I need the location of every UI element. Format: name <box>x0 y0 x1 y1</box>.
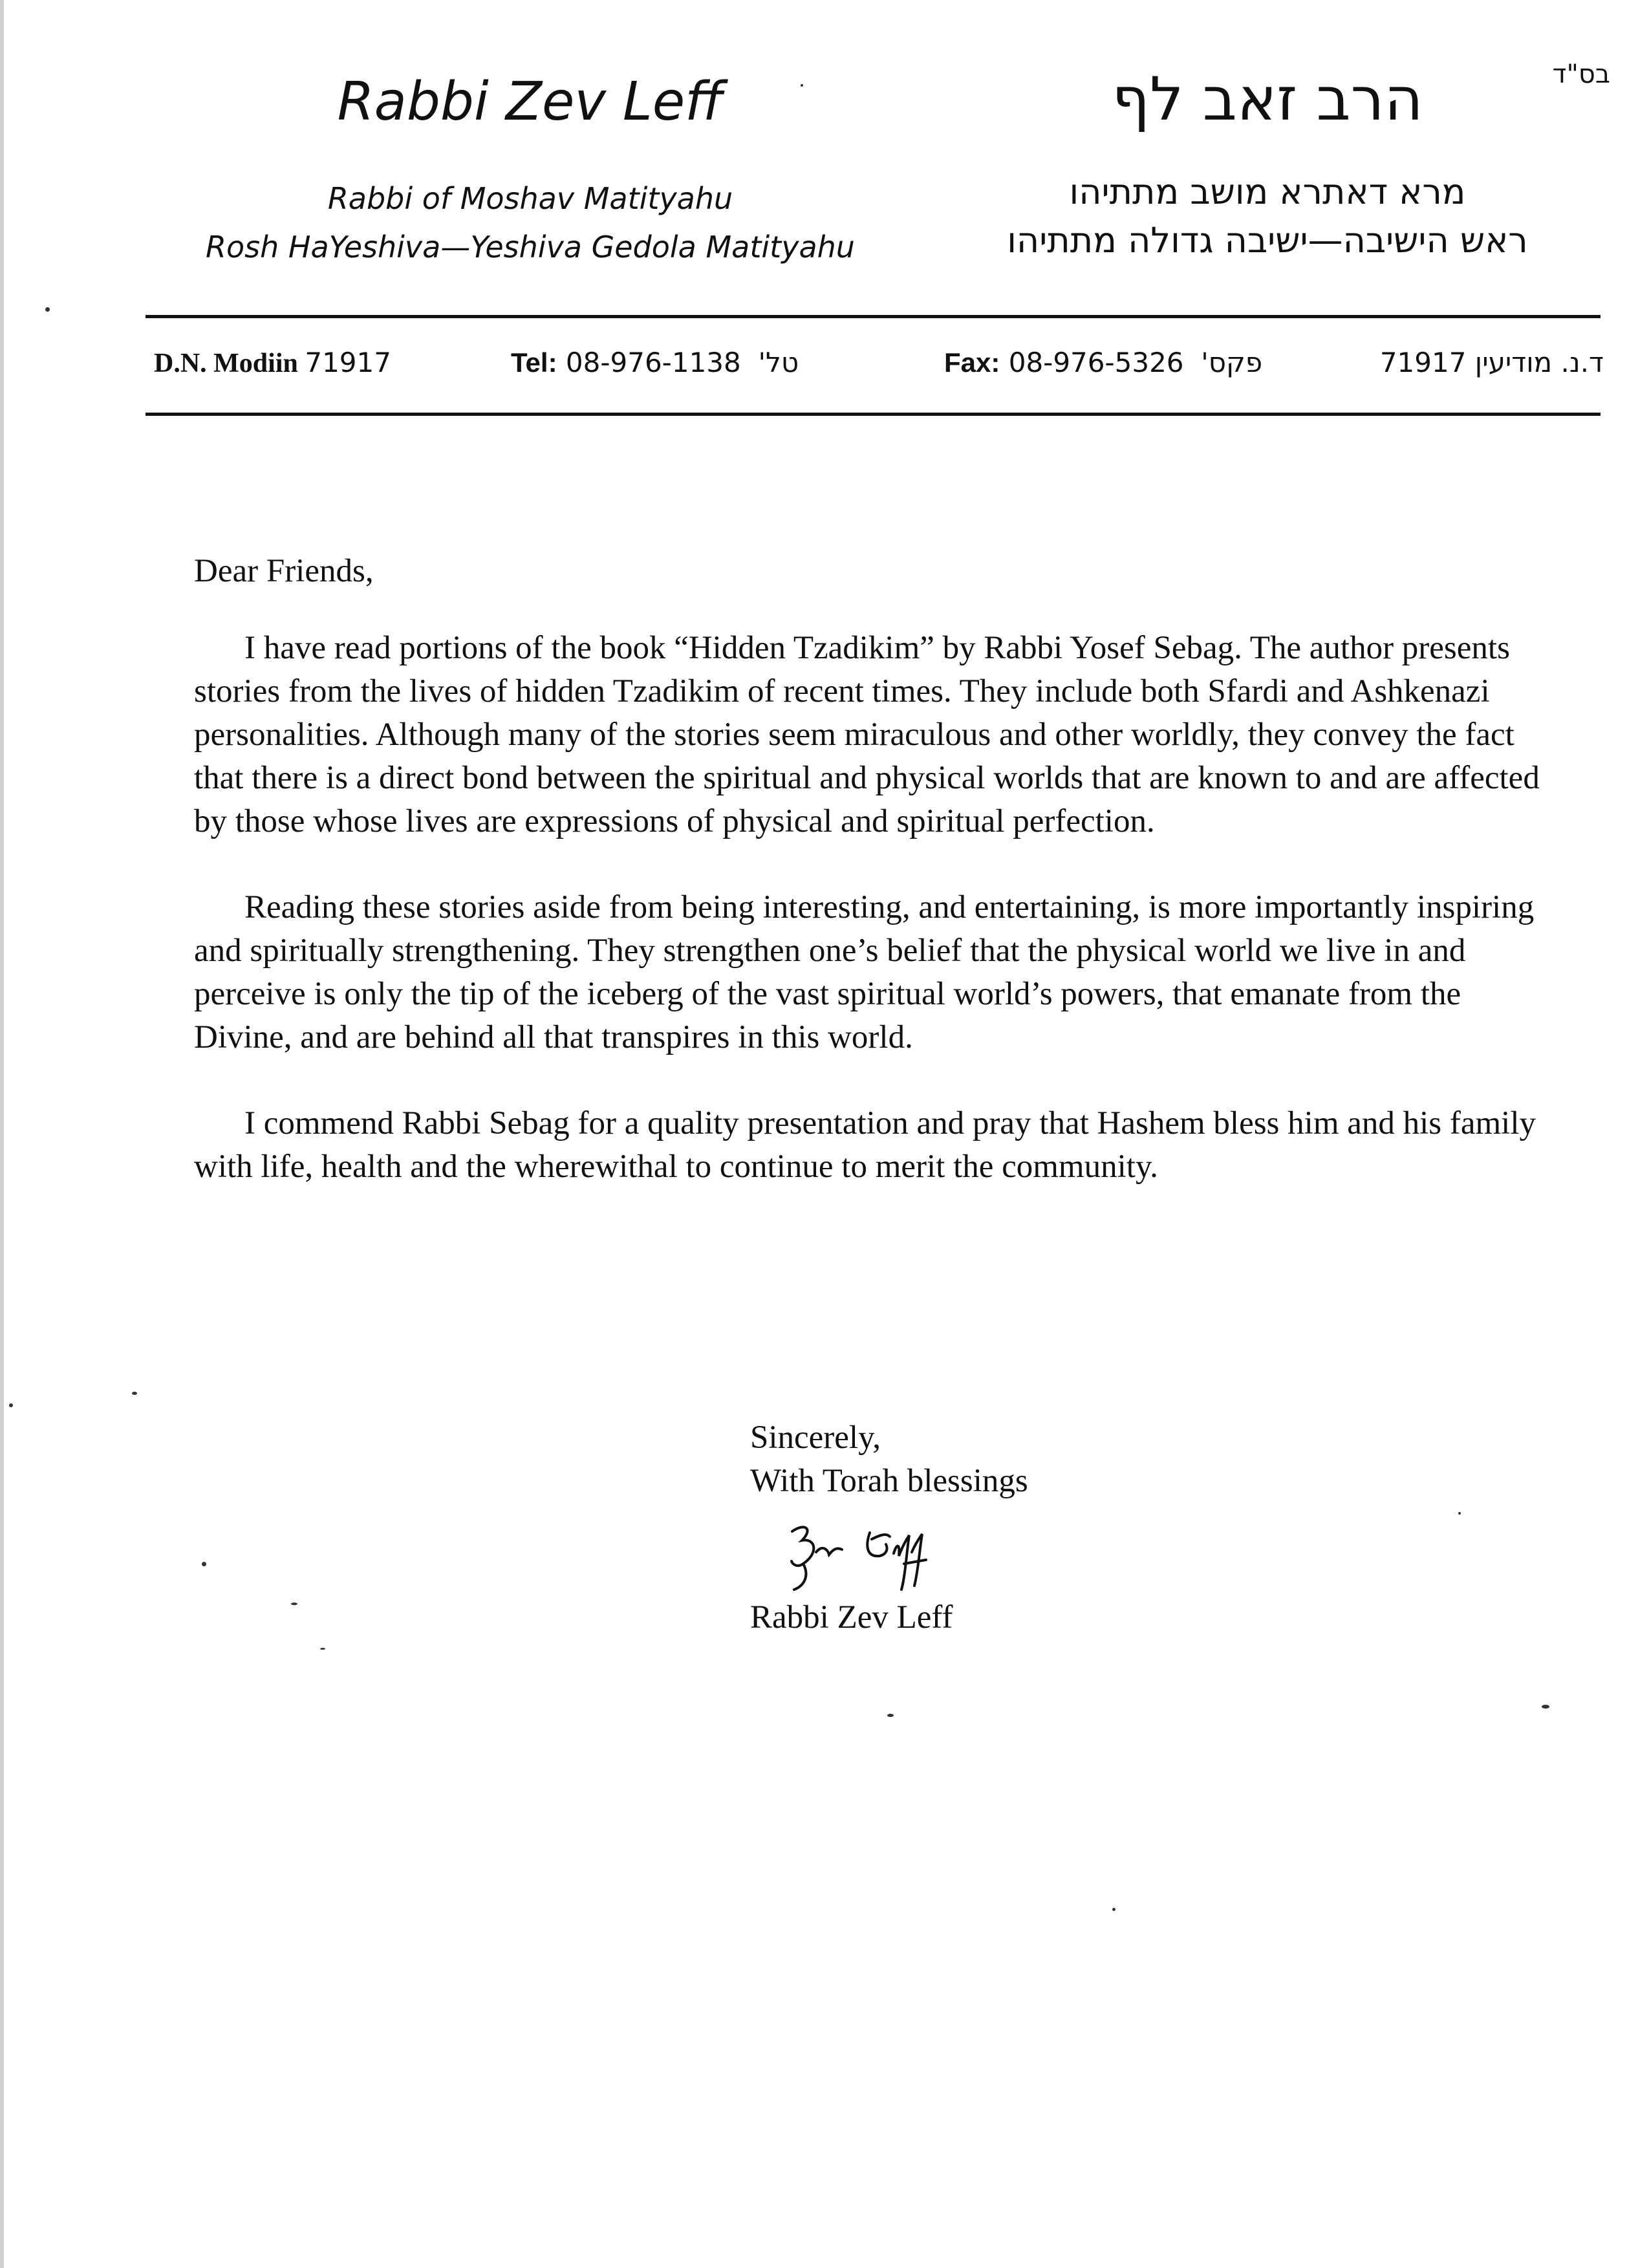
contact-telephone <box>511 347 799 378</box>
letterhead-english-position: Rosh HaYeshiva—Yeshiva Gedola Matityahu <box>206 230 855 265</box>
scan-speck <box>801 84 803 87</box>
tel-label: Tel: <box>511 347 557 378</box>
tel-hebrew-label: טל' <box>758 347 799 378</box>
letterhead-top-rule <box>146 315 1600 318</box>
address-label: D.N. Modiin <box>154 349 298 378</box>
scan-speck <box>132 1392 137 1395</box>
scan-speck <box>320 1648 325 1650</box>
scan-speck <box>1458 1512 1461 1515</box>
letterhead-bsd: בס"ד <box>1552 59 1610 89</box>
contact-fax <box>944 347 1262 378</box>
fax-label: Fax: <box>944 347 1000 378</box>
letterhead-english-name: Rabbi Zev Leff <box>337 71 724 133</box>
fax-number: 08-976-5326 <box>1008 347 1184 378</box>
contact-address-english <box>154 347 391 379</box>
body-paragraph-3: I commend Rabbi Sebag for a quality presentation and pray that Hashem bless him and his family with life, health and the wherewithal to continue to merit the community. <box>194 1105 1536 1185</box>
scan-speck <box>202 1562 206 1566</box>
letter-body <box>194 550 1552 1231</box>
scan-speck <box>1112 1908 1116 1911</box>
letterhead-hebrew-name: הרב זאב לף <box>1112 65 1423 134</box>
letterhead-bottom-rule <box>146 413 1600 416</box>
letterhead-hebrew-position: ראש הישיבה—ישיבה גדולה מתתיהו <box>1007 220 1528 261</box>
scan-speck <box>291 1603 297 1605</box>
address-zip: 71917 <box>305 347 391 378</box>
closing-sincerely: Sincerely, <box>750 1420 881 1456</box>
signer-name: Rabbi Zev Leff <box>750 1599 953 1636</box>
scan-speck <box>1542 1705 1549 1709</box>
fax-hebrew-label: פקס' <box>1201 347 1263 378</box>
closing <box>750 1416 1332 1503</box>
closing-blessings: With Torah blessings <box>750 1463 1028 1499</box>
scan-speck <box>9 1403 13 1407</box>
scan-edge <box>0 0 4 2268</box>
scan-speck <box>887 1714 894 1717</box>
body-paragraph-2: Reading these stories aside from being interesting, and entertaining, is more importantly inspiring and spiritually strengthening. They strengthen one’s belief that the physical world we live in and perceive is only the tip of the iceberg of the vast spiritual world’s powers, that emanate from the Divine, and are behind all that transpires in this world. <box>194 889 1535 1055</box>
scan-speck <box>45 307 50 312</box>
contact-address-hebrew: ד.נ. מודיעין 71917 <box>1379 347 1604 378</box>
letterhead-english-title: Rabbi of Moshav Matityahu <box>327 181 733 216</box>
letterhead-hebrew-title: מרא דאתרא מושב מתתיהו <box>1069 171 1466 212</box>
salutation: Dear Friends, <box>194 553 374 589</box>
body-paragraph-1: I have read portions of the book “Hidden Tzadikim” by Rabbi Yosef Sebag. The author presents stories from the lives of hidden Tzadikim of recent times. They include both Sfardi and Ashkenazi personalities. Although many of the stories seem miraculous and other worldly, they convey the fact that there is a direct bond between the spiritual and physical worlds that are known to and are affected by those whose lives are expressions of physical and spiritual perfection. <box>194 630 1540 839</box>
tel-number: 08-976-1138 <box>565 347 741 378</box>
handwritten-signature <box>757 1513 976 1597</box>
